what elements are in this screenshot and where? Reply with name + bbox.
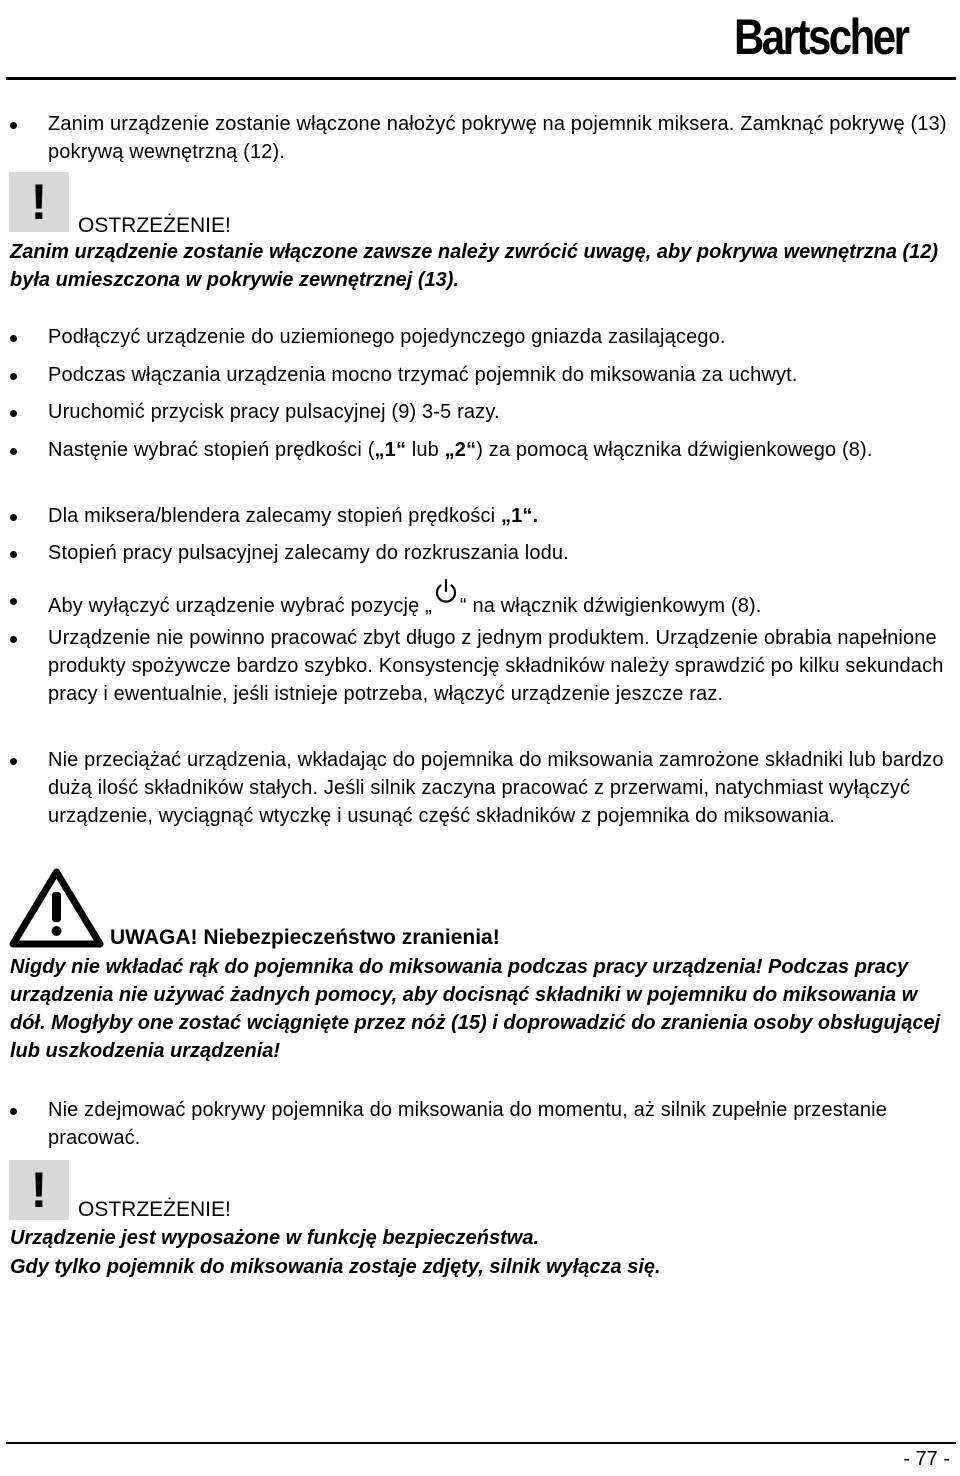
bullet-dot	[10, 448, 17, 455]
brand-logo: Bartscher	[734, 9, 908, 65]
bullet-dot	[10, 598, 17, 605]
list-item-text: Urządzenie nie powinno pracować zbyt długo z jednym produktem. Urządzenie obrabia napełnione produkty spożywcze bardzo szybko. Konsystencję składników należy sprawdzić po kilku sekundach pracy i ewentualnie, jeśli istnieje potrzeba, włączyć urządzenie jeszcze raz.	[48, 627, 944, 705]
bullet-dot	[10, 335, 17, 342]
power-icon	[432, 578, 460, 604]
header-rule	[6, 77, 956, 80]
caution-heading: UWAGA! Niebezpieczeństwo zranienia!	[110, 926, 500, 949]
bullet-dot	[10, 758, 17, 765]
list-item-text: Podłączyć urządzenie do uziemionego pojedynczego gniazda zasilającego.	[48, 326, 726, 348]
exclamation-icon: !	[9, 172, 69, 232]
list-item-text: Uruchomić przycisk pracy pulsacyjnej (9) 3-5 razy.	[48, 401, 500, 423]
warning-text: Urządzenie jest wyposażone w funkcję bezpieczeństwa.	[10, 1227, 540, 1249]
page-number: - 77 -	[903, 1448, 950, 1470]
bullet-dot	[10, 373, 17, 380]
warning-heading: OSTRZEŻENIE!	[78, 1198, 231, 1221]
list-item-text: Stopień pracy pulsacyjnej zalecamy do rozkruszania lodu.	[48, 542, 569, 564]
bullet-dot	[10, 514, 17, 521]
footer-rule	[6, 1442, 956, 1444]
warning-text: Zanim urządzenie zostanie włączone zawsze należy zwrócić uwagę, aby pokrywa wewnętrzna (12) była umieszczona w pokrywie zewnętrznej (13).	[10, 241, 939, 291]
list-item-text: Dla miksera/blendera zalecamy stopień prędkości „1“.	[48, 505, 539, 527]
bullet-dot	[10, 1108, 17, 1115]
list-item-text: Nie przeciążać urządzenia, wkładając do pojemnika do miksowania zamrożone składniki lub bardzo dużą ilość składników stałych. Jeśli silnik zaczyna pracować z przerwami, natychmiast wyłączyć urządzenie, wyciągnąć wtyczkę i usunąć część składników z pojemnika do miksowania.	[48, 749, 944, 827]
warning-heading: OSTRZEŻENIE!	[78, 214, 231, 237]
bullet-dot	[10, 122, 17, 129]
bullet-dot	[10, 551, 17, 558]
list-item-text: Nie zdejmować pokrywy pojemnika do miksowania do momentu, aż silnik zupełnie przestanie pracować.	[48, 1099, 887, 1149]
bullet-dot	[10, 410, 17, 417]
warning-text: Gdy tylko pojemnik do miksowania zostaje zdjęty, silnik wyłącza się.	[10, 1256, 661, 1278]
caution-text: Nigdy nie wkładać rąk do pojemnika do miksowania podczas pracy urządzenia! Podczas pracy urządzenia nie używać żadnych pomocy, aby docisnąć składniki w pojemniku do miksowania w dół. Mogłyby one zostać wciągnięte przez nóż (15) i doprowadzić do zranienia osoby obsługującej lub uszkodzenia urządzenia!	[10, 956, 941, 1062]
list-item-text: Nastęnie wybrać stopień prędkości („1“ lub „2“) za pomocą włącznika dźwigienkowego (8).	[48, 439, 873, 461]
warning-triangle-icon	[9, 868, 104, 948]
list-item-text: Aby wyłączyć urządzenie wybrać pozycję „ “ na włącznik dźwigienkowym (8).	[48, 586, 953, 620]
exclamation-icon: !	[9, 1160, 69, 1220]
bullet-dot	[10, 636, 17, 643]
list-item-text: Podczas włączania urządzenia mocno trzymać pojemnik do miksowania za uchwyt.	[48, 364, 798, 386]
list-item-text: Zanim urządzenie zostanie włączone nałożyć pokrywę na pojemnik miksera. Zamknąć pokrywę (13) pokrywą wewnętrzną (12).	[48, 113, 947, 163]
